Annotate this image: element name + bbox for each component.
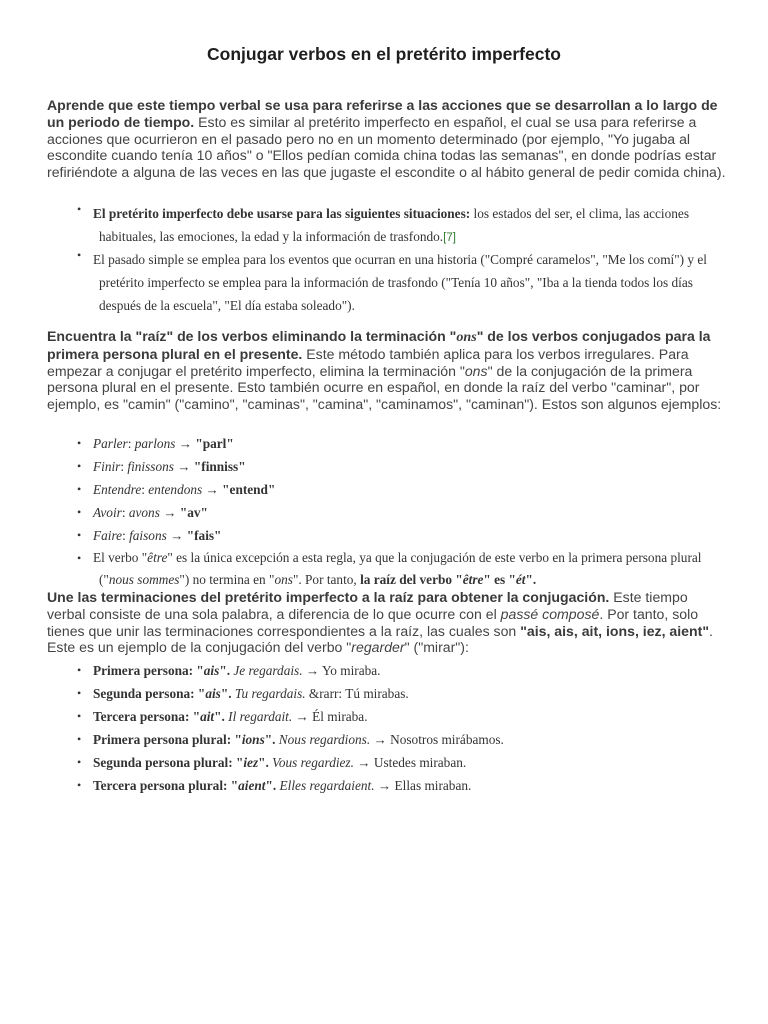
list-item: • Faire: faisons → "fais" <box>78 524 728 547</box>
list-item: • Parler: parlons → "parl" <box>78 432 728 455</box>
page-title: Conjugar verbos en el pretérito imperfecto <box>207 44 561 64</box>
list-item-bold: El pretérito imperfecto debe usarse para las siguientes situaciones: <box>93 206 471 221</box>
list-item: • Avoir: avons → "av" <box>78 501 728 524</box>
reference-link[interactable]: [7] <box>443 232 456 244</box>
arrow-icon: → <box>170 528 184 543</box>
roots-list <box>78 432 728 591</box>
list-item-text: los estados del ser, el clima, las acciones habituales, las emociones, la edad y la información de trasfondo. <box>99 206 689 244</box>
arrow-icon: → <box>302 663 322 678</box>
arrow-icon: → <box>292 709 313 724</box>
step-1-paragraph <box>47 97 727 181</box>
arrow-icon: → <box>178 436 193 451</box>
list-item: • Segunda persona plural: "iez". Vous regardiez. → Ustedes miraban. <box>78 751 728 774</box>
list-item <box>78 202 728 248</box>
arrow-icon: → <box>370 732 391 747</box>
step-3-heading: Une las terminaciones del pretérito imperfecto a la raíz para obtener la conjugación. <box>47 589 610 605</box>
arrow-text: &rarr: <box>305 686 346 701</box>
situations-list <box>78 202 728 317</box>
step-1-heading: Aprende que este tiempo verbal se usa para referirse a las acciones que se desarrollan a lo largo de un periodo de tiempo. <box>47 97 718 130</box>
list-item: • Entendre: entendons → "entend" <box>78 478 728 501</box>
arrow-icon: → <box>374 778 395 793</box>
step-1-text: Esto es similar al pretérito imperfecto en español, el cual se usa para referirse a acciones que ocurrieron en el pasado pero no en un momento determinado (por ejemplo, "Yo jugaba al escondite cuando tenía 10 años" o "Ellos pedían comida china todas las semanas", en donde podrías estar refiriéndote a alguna de las veces en las que jugaste el escondite o al hábito general de pedir comida china). <box>47 113 726 181</box>
arrow-icon: → <box>163 505 177 520</box>
list-item: • Tercera persona plural: "aient". Elles regardaient. → Ellas miraban. <box>78 774 728 797</box>
list-item: • Primera persona: "ais". Je regardais. → Yo miraba. <box>78 659 728 682</box>
list-item <box>78 248 728 317</box>
list-item: • Finir: finissons → "finniss" <box>78 455 728 478</box>
arrow-icon: → <box>353 755 374 770</box>
step-2-heading: Encuentra la "raíz" de los verbos eliminando la terminación "ons" de los verbos conjugados para la primera persona plural en el presente. <box>47 328 711 362</box>
list-item: • Tercera persona: "ait". Il regardait. → Él miraba. <box>78 705 728 728</box>
list-item: • Primera persona plural: "ions". Nous regardions. → Nosotros mirábamos. <box>78 728 728 751</box>
step-2-paragraph: Encuentra la "raíz" de los verbos eliminando la terminación "ons" de los verbos conjugados para la primera persona plural en el presente. Este método también aplica para los verbos irregulares. Para empezar a conjugar el pretérito imperfecto, elimina la terminación "ons" de la conjugación de la primera persona plural en el presente. Esto también ocurre en español, en donde la raíz del verbo "caminar", por ejemplo, es "camin" ("camino", "caminas", "camina", "caminamos", "caminan"). Estos son algunos ejemplos: <box>47 328 722 413</box>
arrow-icon: → <box>177 459 191 474</box>
step-3-paragraph: Une las terminaciones del pretérito imperfecto a la raíz para obtener la conjugación. Este tiempo verbal consiste de una sola palabra, a diferencia de lo que ocurre con el passé composé. Por tanto, solo tienes que unir las terminaciones correspondientes a la raíz, las cuales son "ais, ais, ait, ions, iez, aient". Este es un ejemplo de la conjugación del verbo "regarder" ("mirar"): <box>47 589 713 656</box>
list-item: • El verbo "être" es la única excepción a esta regla, ya que la conjugación de este verbo en la primera persona plural ("nous sommes") no termina en "ons". Por tanto, la raíz del verbo "être" es "ét". <box>78 547 728 591</box>
arrow-icon: → <box>205 482 219 497</box>
list-item-text: • El pasado simple se emplea para los eventos que ocurran en una historia ("Compré caramelos", "Me los comí") y el pretérito imperfecto se emplea para la información de trasfondo ("Tenía 10 años", "Iba a la tienda todos los días después de la escuela", "El día estaba soleado"). <box>93 252 707 313</box>
list-item: • Segunda persona: "ais". Tu regardais. &rarr: Tú mirabas. <box>78 682 728 705</box>
conjugation-list <box>78 659 728 797</box>
